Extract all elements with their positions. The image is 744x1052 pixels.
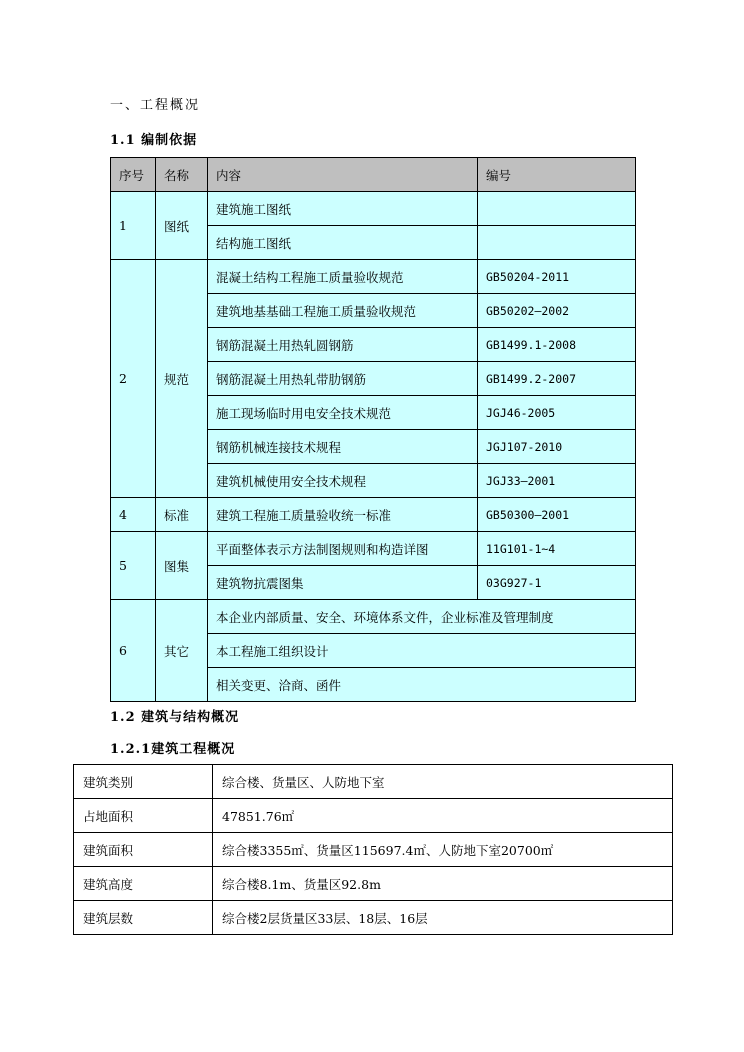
row-number: 2	[111, 260, 156, 498]
row-content: 建筑工程施工质量验收统一标准	[208, 498, 478, 532]
table-row	[111, 260, 636, 294]
row-content: 钢筋混凝土用热轧带肋钢筋	[208, 362, 478, 396]
structure-title: 1.2 建筑与结构概况	[110, 710, 240, 725]
row-code: GB1499.1-2008	[478, 328, 636, 362]
building-overview-table	[73, 764, 673, 935]
row-content: 建筑机械使用安全技术规程	[208, 464, 478, 498]
table-row	[111, 532, 636, 566]
row-code	[478, 226, 636, 260]
table-row	[111, 498, 636, 532]
overview-value: 综合楼3355㎡、货量区115697.4㎡、人防地下室20700㎡	[213, 833, 673, 867]
overview-label: 建筑层数	[74, 901, 213, 935]
overview-value: 综合楼8.1m、货量区92.8m	[213, 867, 673, 901]
overview-label: 建筑面积	[74, 833, 213, 867]
row-number: 5	[111, 532, 156, 600]
structure-subtitle: 1.2.1建筑工程概况	[110, 742, 236, 757]
row-code: 03G927-1	[478, 566, 636, 600]
row-category: 标准	[156, 498, 208, 532]
basis-table-header	[111, 158, 636, 192]
row-content: 钢筋机械连接技术规程	[208, 430, 478, 464]
row-content: 施工现场临时用电安全技术规范	[208, 396, 478, 430]
row-code	[478, 192, 636, 226]
section-title: 一、工程概况	[110, 98, 201, 113]
row-code: GB1499.2-2007	[478, 362, 636, 396]
row-content: 本工程施工组织设计	[208, 634, 636, 668]
table-row	[111, 600, 636, 634]
table-row	[74, 799, 673, 833]
row-content: 结构施工图纸	[208, 226, 478, 260]
table-row	[74, 833, 673, 867]
overview-label: 建筑类别	[74, 765, 213, 799]
overview-value: 47851.76㎡	[213, 799, 673, 833]
header-code: 编号	[478, 158, 636, 192]
row-category: 图纸	[156, 192, 208, 260]
overview-value: 综合楼2层货量区33层、18层、16层	[213, 901, 673, 935]
row-content: 相关变更、洽商、函件	[208, 668, 636, 702]
table-row	[111, 192, 636, 226]
table-row	[74, 765, 673, 799]
header-content: 内容	[208, 158, 478, 192]
overview-label: 建筑高度	[74, 867, 213, 901]
row-number: 4	[111, 498, 156, 532]
row-content: 本企业内部质量、安全、环境体系文件，企业标准及管理制度	[208, 600, 636, 634]
row-content: 建筑施工图纸	[208, 192, 478, 226]
row-code: JGJ107-2010	[478, 430, 636, 464]
overview-label: 占地面积	[74, 799, 213, 833]
row-code: GB50204-2011	[478, 260, 636, 294]
basis-title: 1.1 编制依据	[110, 133, 198, 148]
table-row	[74, 867, 673, 901]
row-content: 建筑地基基础工程施工质量验收规范	[208, 294, 478, 328]
header-name: 名称	[156, 158, 208, 192]
overview-value: 综合楼、货量区、人防地下室	[213, 765, 673, 799]
row-number: 1	[111, 192, 156, 260]
row-code: JGJ33—2001	[478, 464, 636, 498]
row-content: 平面整体表示方法制图规则和构造详图	[208, 532, 478, 566]
row-content: 混凝土结构工程施工质量验收规范	[208, 260, 478, 294]
row-content: 建筑物抗震图集	[208, 566, 478, 600]
row-code: GB50300—2001	[478, 498, 636, 532]
row-code: GB50202—2002	[478, 294, 636, 328]
header-no: 序号	[111, 158, 156, 192]
row-number: 6	[111, 600, 156, 702]
row-category: 图集	[156, 532, 208, 600]
basis-table	[110, 157, 636, 702]
row-code: JGJ46-2005	[478, 396, 636, 430]
row-category: 其它	[156, 600, 208, 702]
row-content: 钢筋混凝土用热轧圆钢筋	[208, 328, 478, 362]
row-category: 规范	[156, 260, 208, 498]
table-row	[74, 901, 673, 935]
row-code: 11G101-1~4	[478, 532, 636, 566]
